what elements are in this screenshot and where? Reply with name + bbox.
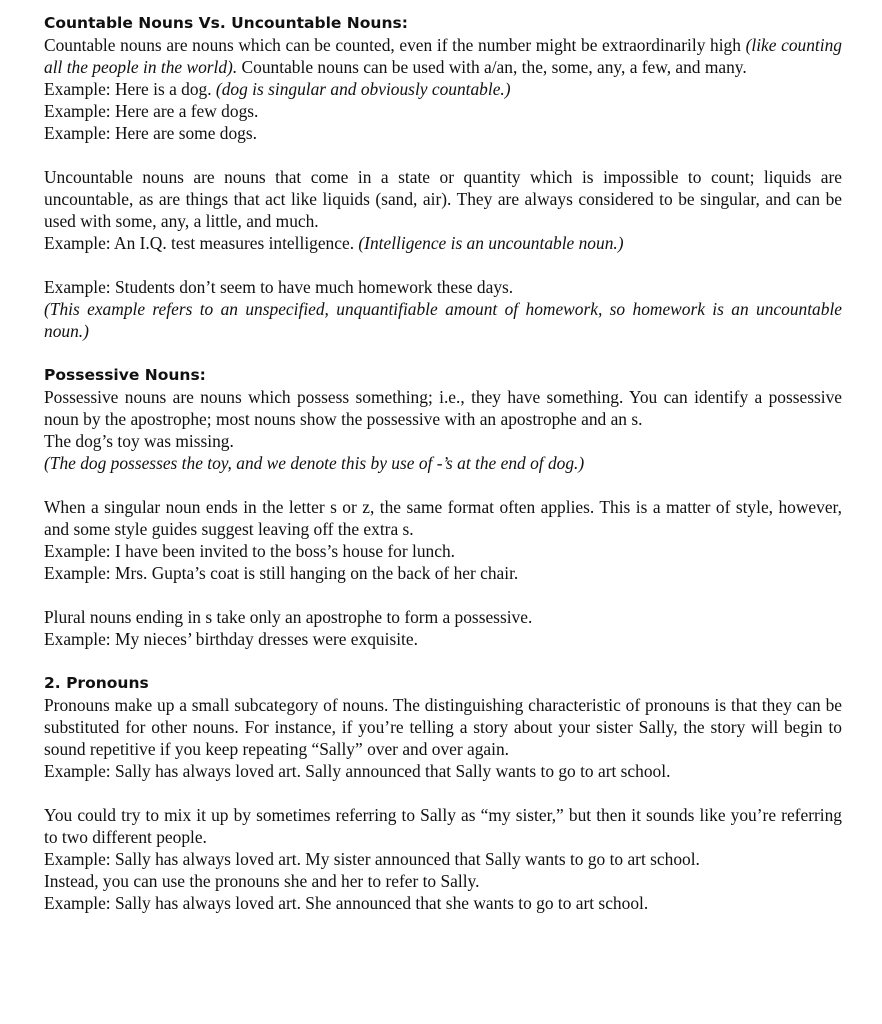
example-line: Example: Here are some dogs. (44, 123, 257, 143)
intro-tail-text: Countable nouns can be used with a/an, the, some, any, a few, and many. (237, 57, 747, 77)
example-line: Example: Students don’t seem to have much homework these days. (44, 277, 514, 297)
instruction-line: Instead, you can use the pronouns she and her to refer to Sally. (44, 871, 480, 891)
section-heading-pronouns: 2. Pronouns (44, 674, 149, 692)
example-note: (The dog possesses the toy, and we denote this by use of -’s at the end of dog.) (44, 453, 585, 473)
paragraph-spacer (44, 782, 842, 804)
section-heading-possessive: Possessive Nouns: (44, 366, 206, 384)
example-text: Example: An I.Q. test measures intelligence. (44, 233, 359, 253)
paragraph-plural-possessive: Plural nouns ending in s take only an apostrophe to form a possessive. (44, 607, 533, 627)
example-line (44, 78, 842, 100)
paragraph-spacer (44, 144, 842, 166)
example-line: Example: My nieces’ birthday dresses were exquisite. (44, 629, 418, 649)
example-line: Example: Sally has always loved art. My sister announced that Sally wants to go to art school. (44, 849, 700, 869)
intro-italic-note: (like counting all the people in the world). (44, 35, 842, 77)
paragraph-spacer (44, 650, 842, 672)
paragraph-spacer (44, 342, 842, 364)
example-line: Example: Sally has always loved art. Sally announced that Sally wants to go to art school. (44, 761, 671, 781)
example-line: Example: Mrs. Gupta’s coat is still hanging on the back of her chair. (44, 563, 519, 583)
example-note: (Intelligence is an uncountable noun.) (358, 233, 624, 253)
example-line: Example: Here are a few dogs. (44, 101, 259, 121)
example-line: Example: I have been invited to the boss’s house for lunch. (44, 541, 455, 561)
paragraph-pronouns-mix: You could try to mix it up by sometimes referring to Sally as “my sister,” but then it sounds like you’re referring to two different people. (44, 805, 842, 847)
intro-text: Countable nouns are nouns which can be counted, even if the number might be extraordinarily high (44, 35, 746, 55)
paragraph-singular-possessive: When a singular noun ends in the letter s or z, the same format often applies. This is a matter of style, however, and some style guides suggest leaving off the extra s. (44, 497, 842, 539)
paragraph-pronouns-intro: Pronouns make up a small subcategory of nouns. The distinguishing characteristic of pronouns is that they can be substituted for other nouns. For instance, if you’re telling a story about your sister Sally, the story will begin to sound repetitive if you keep repeating “Sally” over and over again. (44, 695, 842, 759)
document-page (44, 12, 842, 914)
paragraph-countable-intro (44, 34, 842, 78)
example-text: Example: Here is a dog. (44, 79, 216, 99)
example-note: (dog is singular and obviously countable.) (215, 79, 511, 99)
paragraph-spacer (44, 584, 842, 606)
paragraph-possessive-intro: Possessive nouns are nouns which possess something; i.e., they have something. You can identify a possessive noun by the apostrophe; most nouns show the possessive with an apostrophe and an s. (44, 387, 842, 429)
section-heading-countable: Countable Nouns Vs. Uncountable Nouns: (44, 14, 408, 32)
example-line: The dog’s toy was missing. (44, 431, 234, 451)
example-line (44, 232, 842, 254)
paragraph-spacer (44, 254, 842, 276)
example-note: (This example refers to an unspecified, unquantifiable amount of homework, so homework is an uncountable noun.) (44, 299, 842, 341)
paragraph-uncountable: Uncountable nouns are nouns that come in a state or quantity which is impossible to count; liquids are uncountable, as are things that act like liquids (sand, air). They are always considered to be singular, and can be used with some, any, a little, and much. (44, 167, 842, 231)
example-line: Example: Sally has always loved art. She announced that she wants to go to art school. (44, 893, 649, 913)
paragraph-spacer (44, 474, 842, 496)
